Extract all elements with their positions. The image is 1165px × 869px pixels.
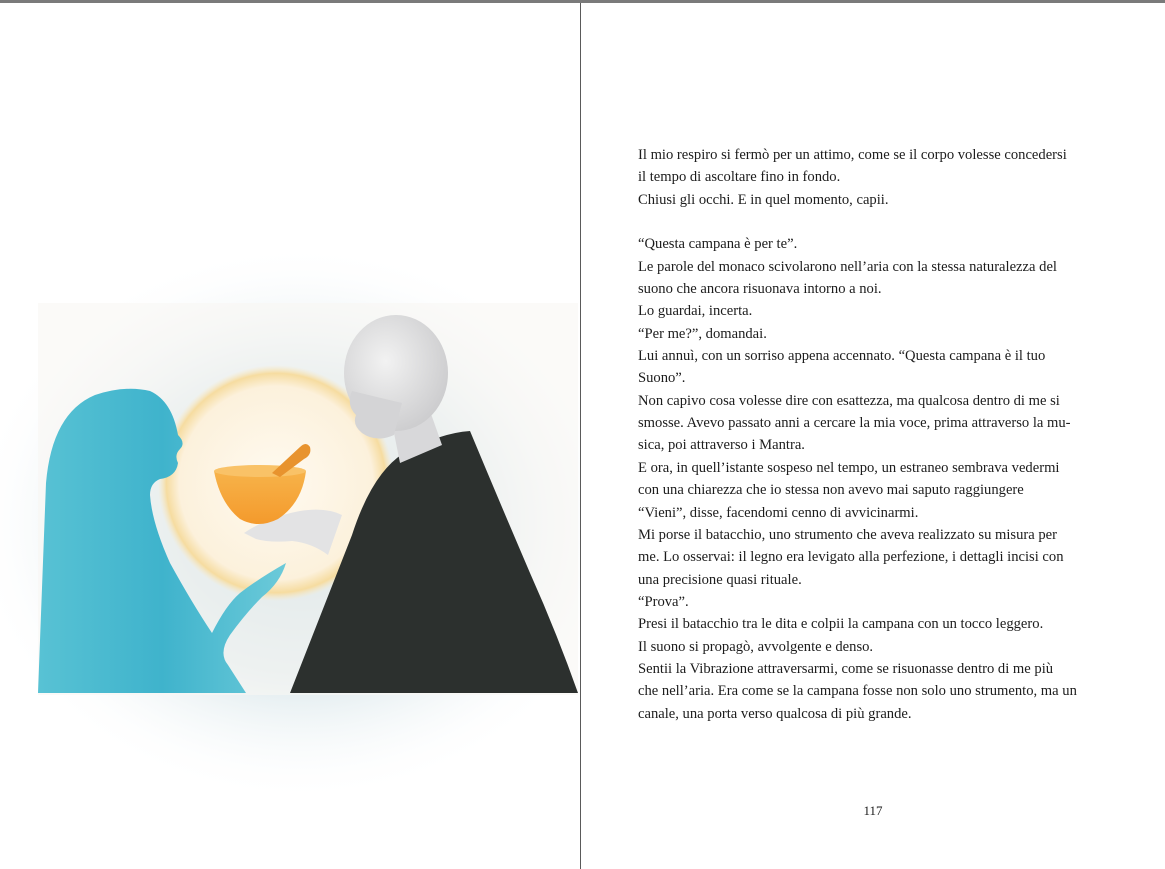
text-line: Non capivo cosa volesse dire con esattezza, ma qualcosa dentro di me si bbox=[638, 392, 1060, 409]
left-page bbox=[0, 3, 580, 869]
text-line: Chiusi gli occhi. E in quel momento, capii. bbox=[638, 191, 889, 208]
text-line: Sentii la Vibrazione attraversarmi, come se risuonasse dentro di me più bbox=[638, 660, 1054, 677]
text-line: “Vieni”, disse, facendomi cenno di avvicinarmi. bbox=[638, 504, 919, 521]
right-page bbox=[581, 3, 1165, 869]
text-line: smosse. Avevo passato anni a cercare la mia voce, prima attraverso la mu- bbox=[638, 415, 1071, 432]
text-line: una precisione quasi rituale. bbox=[638, 571, 802, 588]
text-line: Il suono si propagò, avvolgente e denso. bbox=[638, 638, 874, 655]
illustration-monk-offering-bowl bbox=[0, 3, 580, 869]
text-line: Suono”. bbox=[638, 370, 686, 387]
text-line: Lo guardai, incerta. bbox=[638, 303, 753, 320]
page-number: 117 bbox=[863, 803, 883, 818]
text-line: Lui annuì, con un sorriso appena accennato. “Questa campana è il tuo bbox=[638, 348, 1046, 365]
text-line: “Questa campana è per te”. bbox=[638, 236, 798, 253]
text-line: “Prova”. bbox=[638, 593, 689, 610]
text-line: suono che ancora risuonava intorno a noi. bbox=[638, 281, 882, 298]
text-line: me. Lo osservai: il legno era levigato alla perfezione, i dettagli incisi con bbox=[638, 549, 1064, 566]
text-line: “Per me?”, domandai. bbox=[638, 325, 767, 342]
text-line: il tempo di ascoltare fino in fondo. bbox=[638, 169, 841, 186]
text-line: Le parole del monaco scivolarono nell’aria con la stessa naturalezza del bbox=[638, 258, 1057, 275]
text-line: con una chiarezza che io stessa non avevo mai saputo raggiungere bbox=[638, 482, 1024, 499]
body-text bbox=[638, 144, 1106, 725]
text-line: Mi porse il batacchio, uno strumento che aveva realizzato su misura per bbox=[638, 526, 1058, 543]
paragraph-gap bbox=[638, 211, 1106, 233]
text-line: Il mio respiro si fermò per un attimo, come se il corpo volesse concedersi bbox=[638, 147, 1067, 163]
text-line: sica, poi attraverso i Mantra. bbox=[638, 437, 805, 454]
text-line: canale, una porta verso qualcosa di più grande. bbox=[638, 705, 912, 722]
text-line: che nell’aria. Era come se la campana fosse non solo uno strumento, ma un bbox=[638, 683, 1077, 700]
text-line: E ora, in quell’istante sospeso nel tempo, un estraneo sembrava vedermi bbox=[638, 459, 1060, 476]
text-line: Presi il batacchio tra le dita e colpii la campana con un tocco leggero. bbox=[638, 616, 1044, 633]
